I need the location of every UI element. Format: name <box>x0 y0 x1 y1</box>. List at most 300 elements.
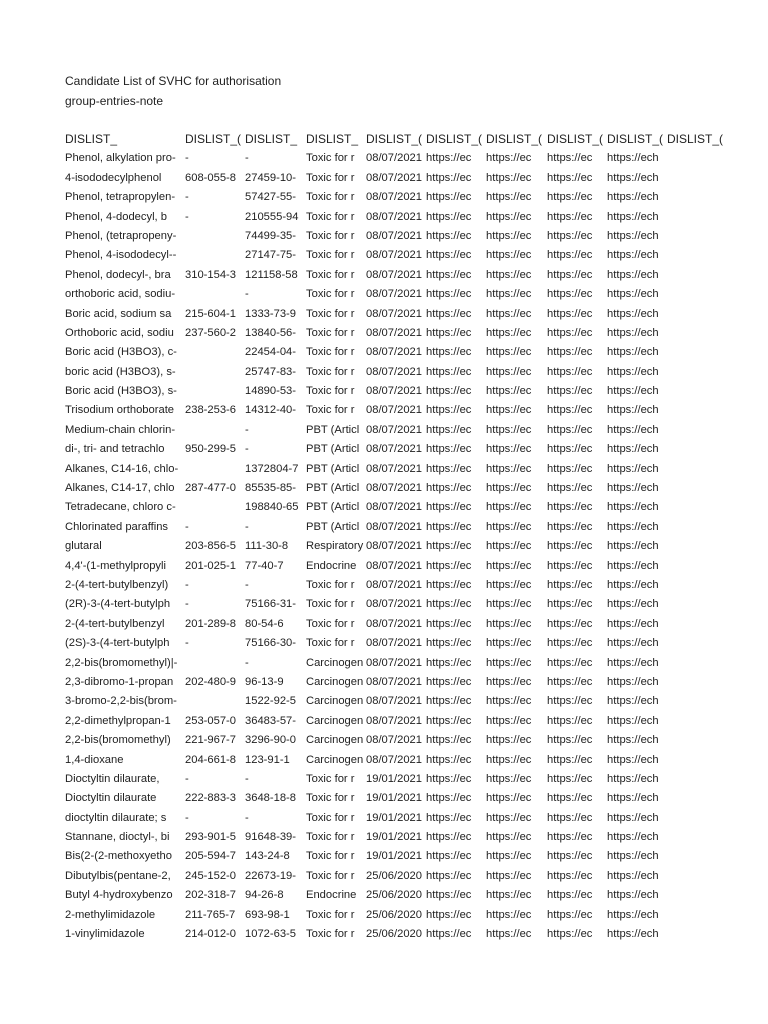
table-cell: 08/07/2021 <box>366 559 422 572</box>
table-cell: https://ec <box>426 559 472 572</box>
table-cell: 08/07/2021 <box>366 365 422 378</box>
table-cell: https://ec <box>426 656 472 669</box>
table-cell: https://ech <box>607 598 659 611</box>
table-cell: https://ech <box>607 869 659 882</box>
table-cell: https://ech <box>607 482 659 495</box>
table-cell: https://ech <box>607 191 659 204</box>
table-cell <box>185 382 245 401</box>
table-cell: dioctyltin dilaurate; s <box>65 811 167 824</box>
table-cell <box>185 460 245 479</box>
table-cell: Toxic for r <box>306 288 355 301</box>
table-cell: 08/07/2021 <box>366 637 422 650</box>
table-cell: 123-91-1 <box>245 753 290 766</box>
table-cell: 210555-94 <box>245 210 299 223</box>
table-cell: - <box>245 423 249 436</box>
table-cell: 202-480-9 <box>185 675 237 688</box>
table-cell: Boric acid, sodium sa <box>65 307 172 320</box>
table-cell: https://ec <box>486 869 532 882</box>
table-cell: https://ech <box>607 734 659 747</box>
table-cell: - <box>185 578 189 591</box>
table-cell: https://ec <box>426 734 472 747</box>
table-cell: https://ec <box>547 385 593 398</box>
table-row <box>65 886 670 905</box>
table-cell: 2-(4-tert-butylbenzyl) <box>65 578 169 591</box>
table-cell: 201-289-8 <box>185 617 237 630</box>
table-cell: 693-98-1 <box>245 908 290 921</box>
table-cell: https://ech <box>607 772 659 785</box>
table-cell: Butyl 4-hydroxybenzo <box>65 889 173 902</box>
table-cell: Toxic for r <box>306 365 355 378</box>
table-cell: https://ec <box>486 714 532 727</box>
table-cell: Toxic for r <box>306 772 355 785</box>
table-cell: Carcinogen <box>306 656 364 669</box>
table-cell: Toxic for r <box>306 249 355 262</box>
table-cell: 2,2-bis(bromomethyl) <box>65 734 171 747</box>
table-row <box>65 382 670 401</box>
table-cell: https://ec <box>547 365 593 378</box>
table-cell: https://ec <box>486 617 532 630</box>
table-cell: di-, tri- and tetrachlo <box>65 443 165 456</box>
table-cell: 2,3-dibromo-1-propan <box>65 675 174 688</box>
table-cell: https://ech <box>607 908 659 921</box>
table-cell: https://ec <box>547 831 593 844</box>
table-cell: Dioctyltin dilaurate <box>65 792 157 805</box>
table-cell: https://ec <box>486 249 532 262</box>
table-row <box>65 809 670 828</box>
table-cell: https://ech <box>607 928 659 941</box>
table-cell: 08/07/2021 <box>366 288 422 301</box>
column-header: DISLIST_ <box>245 132 298 146</box>
table-cell: 25/06/2020 <box>366 869 422 882</box>
table-cell: 19/01/2021 <box>366 850 422 863</box>
table-row <box>65 712 670 731</box>
table-cell: 36483-57- <box>245 714 297 727</box>
table-cell: https://ec <box>486 908 532 921</box>
table-cell: 08/07/2021 <box>366 152 422 165</box>
table-cell <box>185 363 245 382</box>
table-cell: Toxic for r <box>306 831 355 844</box>
table-row <box>65 789 670 808</box>
table-cell: https://ec <box>426 171 472 184</box>
table-cell: https://ec <box>547 210 593 223</box>
table-cell: 4-isododecylphenol <box>65 171 162 184</box>
table-row <box>65 615 670 634</box>
table-row <box>65 731 670 750</box>
table-cell: - <box>185 191 189 204</box>
table-cell: https://ec <box>426 365 472 378</box>
table-cell: https://ech <box>607 171 659 184</box>
table-cell: https://ec <box>547 249 593 262</box>
table-cell: https://ec <box>547 540 593 553</box>
table-cell: https://ec <box>486 443 532 456</box>
table-cell: https://ec <box>547 462 593 475</box>
table-cell: https://ec <box>547 734 593 747</box>
table-body <box>65 149 670 944</box>
table-cell: 1,4-dioxane <box>65 753 124 766</box>
table-cell: https://ec <box>426 637 472 650</box>
table-row <box>65 188 670 207</box>
table-cell: - <box>245 772 249 785</box>
table-cell: https://ec <box>486 637 532 650</box>
table-cell: 950-299-5 <box>185 443 237 456</box>
table-cell: https://ech <box>607 520 659 533</box>
table-cell: https://ec <box>486 307 532 320</box>
table-cell: Respiratory <box>306 540 364 553</box>
table-cell: 14890-53- <box>245 385 297 398</box>
table-row <box>65 906 670 925</box>
table-cell <box>185 246 245 265</box>
table-cell: https://ec <box>486 365 532 378</box>
table-cell: https://ec <box>486 850 532 863</box>
table-cell: https://ec <box>426 578 472 591</box>
table-cell <box>185 498 245 517</box>
table-cell: Toxic for r <box>306 171 355 184</box>
table-cell: https://ec <box>547 482 593 495</box>
table-cell: https://ec <box>486 288 532 301</box>
table-cell: Toxic for r <box>306 346 355 359</box>
table-row <box>65 557 670 576</box>
table-cell: - <box>245 656 249 669</box>
table-cell: 245-152-0 <box>185 869 237 882</box>
table-cell: https://ech <box>607 617 659 630</box>
column-header: DISLIST_( <box>667 132 724 146</box>
table-cell: PBT (Articl <box>306 501 360 514</box>
table-cell: 08/07/2021 <box>366 753 422 766</box>
table-cell: https://ec <box>426 404 472 417</box>
table-cell: 19/01/2021 <box>366 792 422 805</box>
table-cell: PBT (Articl <box>306 423 360 436</box>
table-cell: https://ec <box>486 889 532 902</box>
table-cell: 1072-63-5 <box>245 928 297 941</box>
table-cell: https://ec <box>547 714 593 727</box>
table-cell: 19/01/2021 <box>366 831 422 844</box>
table-cell: https://ech <box>607 152 659 165</box>
table-cell: https://ec <box>426 714 472 727</box>
table-row <box>65 751 670 770</box>
table-cell: Carcinogen <box>306 753 364 766</box>
table-cell: https://ec <box>426 346 472 359</box>
table-cell: https://ec <box>426 928 472 941</box>
table-cell: 3-bromo-2,2-bis(brom- <box>65 695 177 708</box>
table-cell: 2,2-bis(bromomethyl)|- <box>65 656 178 669</box>
table-cell: Toxic for r <box>306 617 355 630</box>
table-cell: 08/07/2021 <box>366 578 422 591</box>
table-cell: https://ech <box>607 268 659 281</box>
table-row <box>65 770 670 789</box>
table-cell: Alkanes, C14-16, chlo- <box>65 462 179 475</box>
table-cell: 205-594-7 <box>185 850 237 863</box>
table-cell: 143-24-8 <box>245 850 290 863</box>
table-cell: Toxic for r <box>306 598 355 611</box>
table-cell: https://ec <box>547 695 593 708</box>
table-cell: Orthoboric acid, sodiu <box>65 326 174 339</box>
table-cell: 08/07/2021 <box>366 346 422 359</box>
table-cell: 2,2-dimethylpropan-1 <box>65 714 171 727</box>
table-cell: https://ec <box>547 326 593 339</box>
table-cell: - <box>245 811 249 824</box>
table-cell: - <box>245 288 249 301</box>
table-cell: https://ech <box>607 559 659 572</box>
table-cell: 77-40-7 <box>245 559 284 572</box>
table-row <box>65 343 670 362</box>
table-cell: 75166-31- <box>245 598 297 611</box>
table-cell: 215-604-1 <box>185 307 237 320</box>
table-cell: https://ec <box>426 249 472 262</box>
table-cell: Stannane, dioctyl-, bi <box>65 831 170 844</box>
table-cell: https://ec <box>547 617 593 630</box>
table-cell: Toxic for r <box>306 229 355 242</box>
table-cell: https://ec <box>547 928 593 941</box>
table-cell: https://ech <box>607 365 659 378</box>
table-cell: 2-methylimidazole <box>65 908 156 921</box>
table-cell: 94-26-8 <box>245 889 284 902</box>
table-cell: 08/07/2021 <box>366 520 422 533</box>
table-cell: 25/06/2020 <box>366 889 422 902</box>
table-row <box>65 285 670 304</box>
table-cell: Carcinogen <box>306 714 364 727</box>
table-cell: 1372804-7 <box>245 462 299 475</box>
table-cell: https://ec <box>547 152 593 165</box>
table-cell: 08/07/2021 <box>366 229 422 242</box>
table-cell: https://ec <box>547 559 593 572</box>
table-row <box>65 324 670 343</box>
table-cell: 3296-90-0 <box>245 734 297 747</box>
table-cell: https://ec <box>426 307 472 320</box>
table-cell: https://ech <box>607 210 659 223</box>
table-cell: 91648-39- <box>245 831 297 844</box>
table-cell: 08/07/2021 <box>366 501 422 514</box>
table-cell: https://ec <box>426 908 472 921</box>
table-cell: https://ec <box>426 210 472 223</box>
table-cell: 08/07/2021 <box>366 462 422 475</box>
table-cell: 08/07/2021 <box>366 656 422 669</box>
table-cell: https://ec <box>426 831 472 844</box>
table-cell: - <box>245 152 249 165</box>
table-cell: 1522-92-5 <box>245 695 297 708</box>
table-cell: 08/07/2021 <box>366 675 422 688</box>
table-cell: 3648-18-8 <box>245 792 297 805</box>
table-cell: https://ec <box>547 889 593 902</box>
table-cell: Phenol, dodecyl-, bra <box>65 268 171 281</box>
table-cell: https://ec <box>547 404 593 417</box>
table-cell: 08/07/2021 <box>366 171 422 184</box>
table-cell: https://ec <box>426 540 472 553</box>
table-cell: 96-13-9 <box>245 675 284 688</box>
column-header: DISLIST_ <box>65 132 118 146</box>
table-cell <box>185 654 245 673</box>
table-cell: https://ech <box>607 462 659 475</box>
table-header-row <box>65 130 724 149</box>
table-cell: https://ec <box>547 307 593 320</box>
column-header: DISLIST_( <box>486 132 543 146</box>
table-cell: https://ec <box>426 462 472 475</box>
table-cell: https://ec <box>486 268 532 281</box>
table-cell: https://ec <box>426 423 472 436</box>
table-cell: 25/06/2020 <box>366 928 422 941</box>
table-cell: https://ec <box>426 617 472 630</box>
table-cell: - <box>185 637 189 650</box>
table-cell: 238-253-6 <box>185 404 237 417</box>
column-header: DISLIST_ <box>306 132 359 146</box>
table-cell: https://ech <box>607 811 659 824</box>
table-cell: 211-765-7 <box>185 908 236 921</box>
table-cell: https://ec <box>547 811 593 824</box>
table-cell: 08/07/2021 <box>366 268 422 281</box>
table-cell: 08/07/2021 <box>366 326 422 339</box>
table-cell: https://ec <box>547 288 593 301</box>
table-cell: PBT (Articl <box>306 482 360 495</box>
table-cell: Trisodium orthoborate <box>65 404 175 417</box>
table-cell: Phenol, alkylation pro- <box>65 152 176 165</box>
table-cell: https://ec <box>486 229 532 242</box>
table-cell: Toxic for r <box>306 307 355 320</box>
table-cell: Tetradecane, chloro c- <box>65 501 176 514</box>
table-cell: https://ec <box>486 540 532 553</box>
table-cell: https://ec <box>486 404 532 417</box>
table-cell: https://ec <box>426 229 472 242</box>
table-cell: https://ech <box>607 540 659 553</box>
table-cell: Endocrine <box>306 559 357 572</box>
table-cell <box>185 343 245 362</box>
table-cell: 22454-04- <box>245 346 297 359</box>
table-cell: https://ec <box>426 191 472 204</box>
table-cell: 204-661-8 <box>185 753 237 766</box>
table-cell: https://ech <box>607 404 659 417</box>
table-cell: 608-055-8 <box>185 171 237 184</box>
table-cell: 08/07/2021 <box>366 443 422 456</box>
table-cell: Phenol, 4-dodecyl, b <box>65 210 167 223</box>
table-cell: https://ec <box>426 288 472 301</box>
table-cell: (2R)-3-(4-tert-butylph <box>65 598 171 611</box>
table-cell: 08/07/2021 <box>366 540 422 553</box>
table-cell: https://ec <box>486 326 532 339</box>
table-cell: - <box>245 578 249 591</box>
table-cell: https://ec <box>486 501 532 514</box>
table-cell: https://ech <box>607 675 659 688</box>
table-cell: Phenol, tetrapropylen- <box>65 191 176 204</box>
table-cell: Toxic for r <box>306 928 355 941</box>
table-cell: 2-(4-tert-butylbenzyl <box>65 617 165 630</box>
table-cell: Endocrine <box>306 889 357 902</box>
table-cell: https://ech <box>607 501 659 514</box>
column-header: DISLIST_( <box>607 132 664 146</box>
table-cell: Toxic for r <box>306 850 355 863</box>
table-row <box>65 498 670 517</box>
table-cell: Carcinogen <box>306 734 364 747</box>
table-cell: Toxic for r <box>306 811 355 824</box>
table-row <box>65 305 670 324</box>
table-cell: https://ec <box>547 656 593 669</box>
table-cell: 08/07/2021 <box>366 191 422 204</box>
table-cell: https://ec <box>486 792 532 805</box>
table-cell: https://ec <box>547 675 593 688</box>
column-header: DISLIST_( <box>366 132 423 146</box>
table-row <box>65 440 670 459</box>
table-cell: https://ec <box>547 598 593 611</box>
table-cell: https://ec <box>426 598 472 611</box>
table-cell: 214-012-0 <box>185 928 237 941</box>
table-cell: https://ec <box>547 501 593 514</box>
table-cell: 19/01/2021 <box>366 811 422 824</box>
column-header: DISLIST_( <box>426 132 483 146</box>
table-cell: 310-154-3 <box>185 268 237 281</box>
table-cell: https://ech <box>607 385 659 398</box>
table-cell: Alkanes, C14-17, chlo <box>65 482 175 495</box>
table-cell: 08/07/2021 <box>366 385 422 398</box>
table-cell: 19/01/2021 <box>366 772 422 785</box>
table-cell: Toxic for r <box>306 578 355 591</box>
table-cell: https://ec <box>547 443 593 456</box>
table-cell: 222-883-3 <box>185 792 237 805</box>
table-cell: https://ec <box>547 578 593 591</box>
table-cell: Toxic for r <box>306 792 355 805</box>
table-cell: https://ech <box>607 695 659 708</box>
table-row <box>65 363 670 382</box>
column-header: DISLIST_( <box>185 132 242 146</box>
table-cell: https://ec <box>426 695 472 708</box>
table-cell: Toxic for r <box>306 268 355 281</box>
table-cell: https://ech <box>607 326 659 339</box>
table-cell: Toxic for r <box>306 908 355 921</box>
table-cell: https://ec <box>486 811 532 824</box>
table-cell: 85535-85- <box>245 482 297 495</box>
table-cell: https://ec <box>426 443 472 456</box>
table-cell: https://ech <box>607 229 659 242</box>
table-cell: 08/07/2021 <box>366 404 422 417</box>
table-cell: https://ec <box>547 792 593 805</box>
table-cell: Toxic for r <box>306 326 355 339</box>
table-cell: https://ech <box>607 792 659 805</box>
table-cell: 202-318-7 <box>185 889 237 902</box>
table-cell: https://ec <box>426 753 472 766</box>
table-cell: 08/07/2021 <box>366 307 422 320</box>
table-cell: 08/07/2021 <box>366 210 422 223</box>
table-cell: https://ec <box>486 559 532 572</box>
table-cell: 1333-73-9 <box>245 307 297 320</box>
table-row <box>65 479 670 498</box>
table-cell: - <box>185 772 189 785</box>
table-cell: 22673-19- <box>245 869 297 882</box>
table-cell: https://ech <box>607 831 659 844</box>
table-row <box>65 828 670 847</box>
table-cell: https://ec <box>547 772 593 785</box>
table-cell: - <box>185 811 189 824</box>
table-row <box>65 266 670 285</box>
table-cell: 27147-75- <box>245 249 297 262</box>
table-cell: https://ec <box>486 171 532 184</box>
svhc-table <box>65 130 724 944</box>
table-cell: 13840-56- <box>245 326 297 339</box>
table-cell: Toxic for r <box>306 385 355 398</box>
table-cell: 237-560-2 <box>185 326 237 339</box>
table-cell: https://ech <box>607 714 659 727</box>
table-cell: https://ec <box>426 385 472 398</box>
table-cell: https://ec <box>486 152 532 165</box>
table-cell <box>185 227 245 246</box>
table-cell: Carcinogen <box>306 695 364 708</box>
table-cell: https://ec <box>426 501 472 514</box>
table-cell: https://ec <box>426 675 472 688</box>
table-cell: https://ec <box>426 889 472 902</box>
column-header: DISLIST_( <box>547 132 604 146</box>
table-cell: 253-057-0 <box>185 714 237 727</box>
table-cell: https://ec <box>486 695 532 708</box>
table-cell: https://ech <box>607 850 659 863</box>
table-cell: boric acid (H3BO3), s- <box>65 365 176 378</box>
table-cell: https://ec <box>426 520 472 533</box>
table-cell: - <box>185 152 189 165</box>
table-cell: https://ec <box>547 423 593 436</box>
